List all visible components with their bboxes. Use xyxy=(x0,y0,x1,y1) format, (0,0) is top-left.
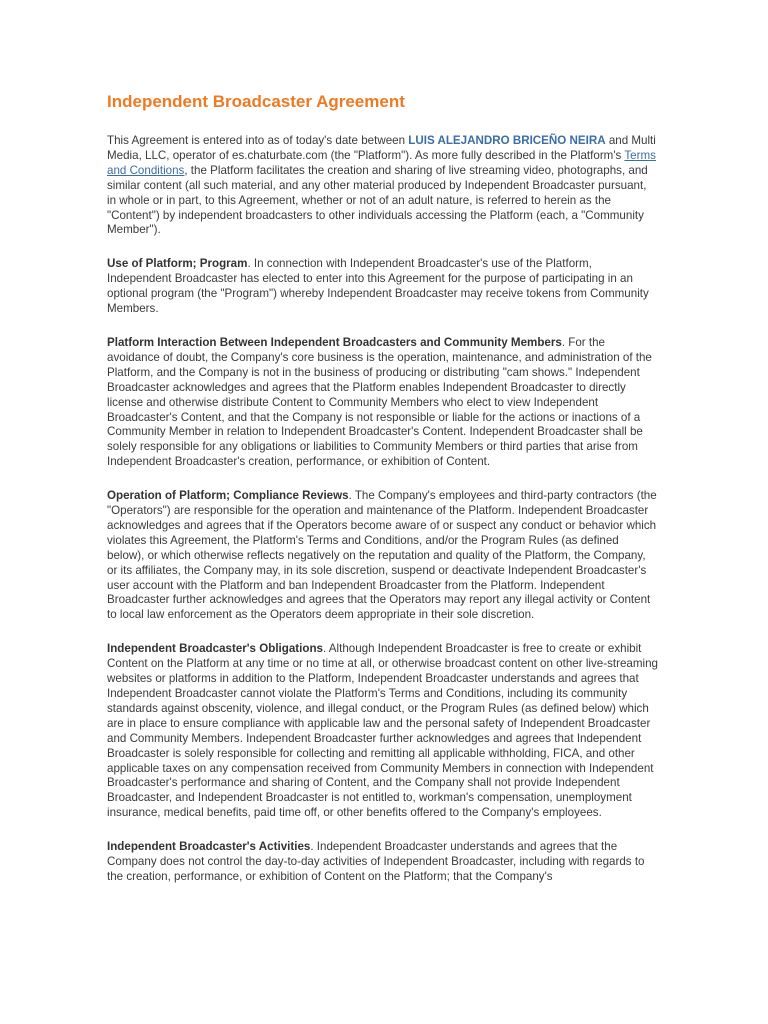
intro-paragraph xyxy=(107,134,658,238)
intro-after-name: and Multi Media, LLC, operator of es.chaturbate.com (the "Platform"). As more fully described in the Platform's xyxy=(107,134,656,162)
section-body: . In connection with Independent Broadcaster's use of the Platform, Independent Broadcaster has elected to enter into this Agreement for the purpose of participating in an optional program (the "Program") whereby Independent Broadcaster may receive tokens from Community Members. xyxy=(107,257,649,316)
section-platform-interaction xyxy=(107,336,658,470)
section-heading: Platform Interaction Between Independent Broadcasters and Community Members xyxy=(107,335,562,349)
section-broadcaster-activities xyxy=(107,840,658,885)
section-heading: Independent Broadcaster's Obligations xyxy=(107,642,323,656)
section-body: . For the avoidance of doubt, the Company's core business is the operation, maintenance, and administration of the Platform, and the Company is not in the business of producing or distributing "cam shows." Independent Broadcaster acknowledges and agrees that the Platform enables Independent Broadcaster to directly license and otherwise distribute Content to Community Members who elect to view Independent Broadcaster's Content, and that the Company is not responsible or liable for the actions or inactions of a Community Member in relation to Independent Broadcaster's Content. Independent Broadcaster shall be solely responsible for any obligations or liabilities to Community Members or third parties that arise from Independent Broadcaster's creation, performance, or exhibition of Content. xyxy=(107,335,652,469)
section-heading: Independent Broadcaster's Activities xyxy=(107,840,311,854)
section-body: . Although Independent Broadcaster is free to create or exhibit Content on the Platform at any time or no time at all, or otherwise broadcast content on other live-streaming websites or platforms in addition to the Platform, Independent Broadcaster understands and agrees that Independent Broadcaster cannot violate the Platform's Terms and Conditions, including its community standards against obscenity, violence, and illegal conduct, or the Program Rules (as defined below) which are in place to ensure compliance with applicable law and the personal safety of Independent Broadcaster and Community Members. Independent Broadcaster further acknowledges and agrees that Independent Broadcaster is solely responsible for collecting and remitting all applicable withholding, FICA, and other applicable taxes on any compensation received from Community Members in connection with Independent Broadcaster's performance and sharing of Content, and the Company shall not provide Independent Broadcaster, and Independent Broadcaster is not entitled to, workman's compensation, unemployment insurance, medical benefits, paid time off, or other benefits offered to the Company's employees. xyxy=(107,642,658,820)
intro-after-link: , the Platform facilitates the creation and sharing of live streaming video, photographs, and similar content (all such material, and any other material produced by Independent Broadcaster pursuant, in whole or in part, to this Agreement, whether or not of an adult nature, is referred to herein as the "Content") by independent broadcasters to other individuals accessing the Platform (each, a "Community Member"). xyxy=(107,163,648,237)
intro-before-name: This Agreement is entered into as of today's date between xyxy=(107,134,409,147)
terms-and-conditions-link[interactable]: Terms and Conditions xyxy=(107,148,656,177)
section-heading: Operation of Platform; Compliance Reviews xyxy=(107,489,349,503)
section-operation-of-platform xyxy=(107,489,658,623)
broadcaster-name: LUIS ALEJANDRO BRICEÑO NEIRA xyxy=(408,134,606,147)
section-broadcaster-obligations xyxy=(107,642,658,821)
section-body: . The Company's employees and third-party contractors (the "Operators") are responsible for the operation and maintenance of the Platform. Independent Broadcaster acknowledges and agrees that if the Operators become aware of or suspect any conduct or behavior which violates this Agreement, the Platform's Terms and Conditions, and/or the Program Rules (as defined below), or which otherwise reflects negatively on the reputation and quality of the Platform, the Company, or its affiliates, the Company may, in its sole discretion, suspend or deactivate Independent Broadcaster's user account with the Platform and ban Independent Broadcaster from the Platform. Independent Broadcaster further acknowledges and agrees that the Operators may report any illegal activity or Content to local law enforcement as the Operators deem appropriate in their sole discretion. xyxy=(107,489,657,622)
section-heading: Use of Platform; Program xyxy=(107,257,248,271)
document-title: Independent Broadcaster Agreement xyxy=(107,92,405,111)
section-body: . Independent Broadcaster understands and agrees that the Company does not control the day-to-day activities of Independent Broadcaster, including with regards to the creation, performance, or exhibition of Content on the Platform; that the Company's xyxy=(107,840,645,883)
section-use-of-platform xyxy=(107,257,658,317)
